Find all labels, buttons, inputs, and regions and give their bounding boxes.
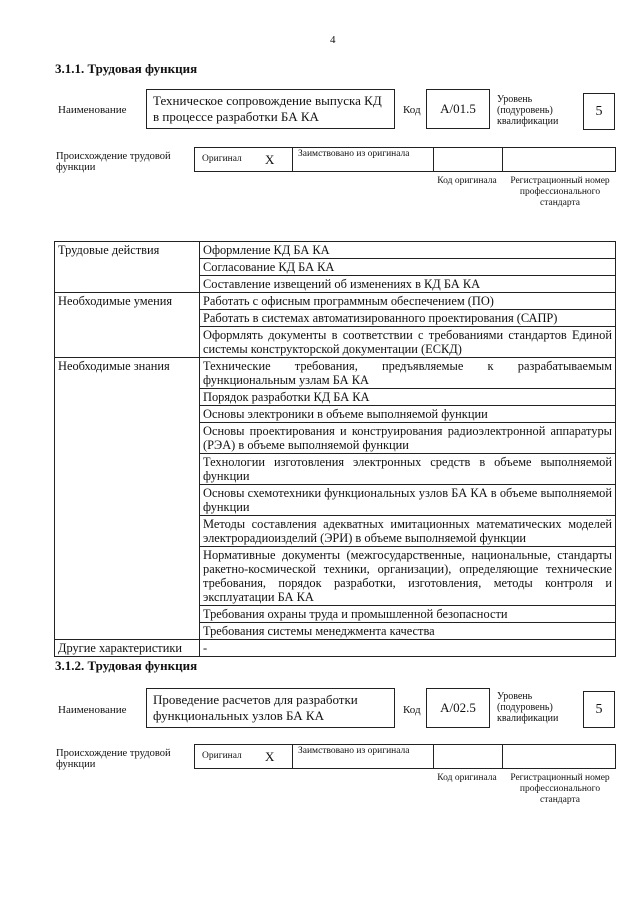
name-label: Наименование — [58, 104, 127, 116]
actions-label: Трудовые действия — [55, 242, 200, 293]
table-cell: Работать с офисным программным обеспечением (ПО) — [200, 293, 616, 310]
table-cell: - — [200, 640, 616, 657]
original-label: Оригинал — [202, 751, 242, 761]
code-original-label: Код оригинала — [437, 176, 497, 186]
level-value: 5 — [583, 691, 615, 728]
name-label: Наименование — [58, 704, 127, 716]
original-label: Оригинал — [202, 154, 242, 164]
original-mark: X — [265, 749, 275, 764]
requirements-table — [54, 241, 616, 657]
code-label: Код — [403, 104, 421, 116]
origin-label: Происхождение трудовой функции — [56, 151, 171, 173]
table-cell: Нормативные документы (межгосударственные, национальные, стандарты ракетно-космической техники, организации), определяющие технические требования, порядок разработки, изготовления, методы контроля и эксплуатации БА КА — [200, 547, 616, 606]
table-cell: Требования системы менеджмента качества — [200, 623, 616, 640]
borrowed-label: Заимствовано из оригинала — [298, 149, 410, 159]
level-label: Уровень (подуровень) квалификации — [497, 94, 559, 127]
registration-label: Регистрационный номер профессионального стандарта — [510, 176, 610, 208]
table-cell: Порядок разработки КД БА КА — [200, 389, 616, 406]
table-cell: Технологии изготовления электронных средств в объеме выполняемой функции — [200, 454, 616, 485]
divider — [502, 745, 503, 768]
divider — [433, 745, 434, 768]
table-cell: Основы электроники в объеме выполняемой функции — [200, 406, 616, 423]
level-label: Уровень (подуровень) квалификации — [497, 691, 559, 724]
code-label: Код — [403, 704, 421, 716]
divider — [433, 148, 434, 171]
table-cell: Основы схемотехники функциональных узлов БА КА в объеме выполняемой функции — [200, 485, 616, 516]
other-label: Другие характеристики — [55, 640, 200, 657]
table-cell: Методы составления адекватных имитационных математических моделей электрорадиоизделий (ЭРИ) в объеме выполняемой функции — [200, 516, 616, 547]
divider — [502, 148, 503, 171]
table-cell: Составление извещений об изменениях в КД БА КА — [200, 276, 616, 293]
code-value: A/02.5 — [426, 688, 490, 728]
table-cell: Оформлять документы в соответствии с требованиями стандартов Единой системы конструкторской документации (ЕСКД) — [200, 327, 616, 358]
origin-label: Происхождение трудовой функции — [56, 748, 171, 770]
code-value: A/01.5 — [426, 89, 490, 129]
divider — [292, 745, 293, 768]
original-mark: X — [265, 152, 275, 167]
origin-row — [194, 744, 616, 769]
code-original-label: Код оригинала — [437, 773, 497, 783]
section-heading: 3.1.1. Трудовая функция — [55, 61, 198, 76]
level-value: 5 — [583, 93, 615, 130]
registration-label: Регистрационный номер профессионального стандарта — [510, 773, 610, 805]
function-name: Проведение расчетов для разработки функциональных узлов БА КА — [146, 688, 395, 728]
function-name: Техническое сопровождение выпуска КД в процессе разработки БА КА — [146, 89, 395, 129]
table-cell: Оформление КД БА КА — [200, 242, 616, 259]
table-cell: Требования охраны труда и промышленной безопасности — [200, 606, 616, 623]
knowledge-label: Необходимые знания — [55, 358, 200, 640]
table-cell: Технические требования, предъявляемые к разрабатываемым функциональным узлам БА КА — [200, 358, 616, 389]
skills-label: Необходимые умения — [55, 293, 200, 358]
table-cell: Согласование КД БА КА — [200, 259, 616, 276]
table-cell: Основы проектирования и конструирования радиоэлектронной аппаратуры (РЭА) в объеме выполняемой функции — [200, 423, 616, 454]
origin-row — [194, 147, 616, 172]
divider — [292, 148, 293, 171]
section-heading: 3.1.2. Трудовая функция — [55, 658, 198, 673]
borrowed-label: Заимствовано из оригинала — [298, 746, 410, 756]
page-number: 4 — [330, 34, 336, 46]
table-cell: Работать в системах автоматизированного проектирования (САПР) — [200, 310, 616, 327]
